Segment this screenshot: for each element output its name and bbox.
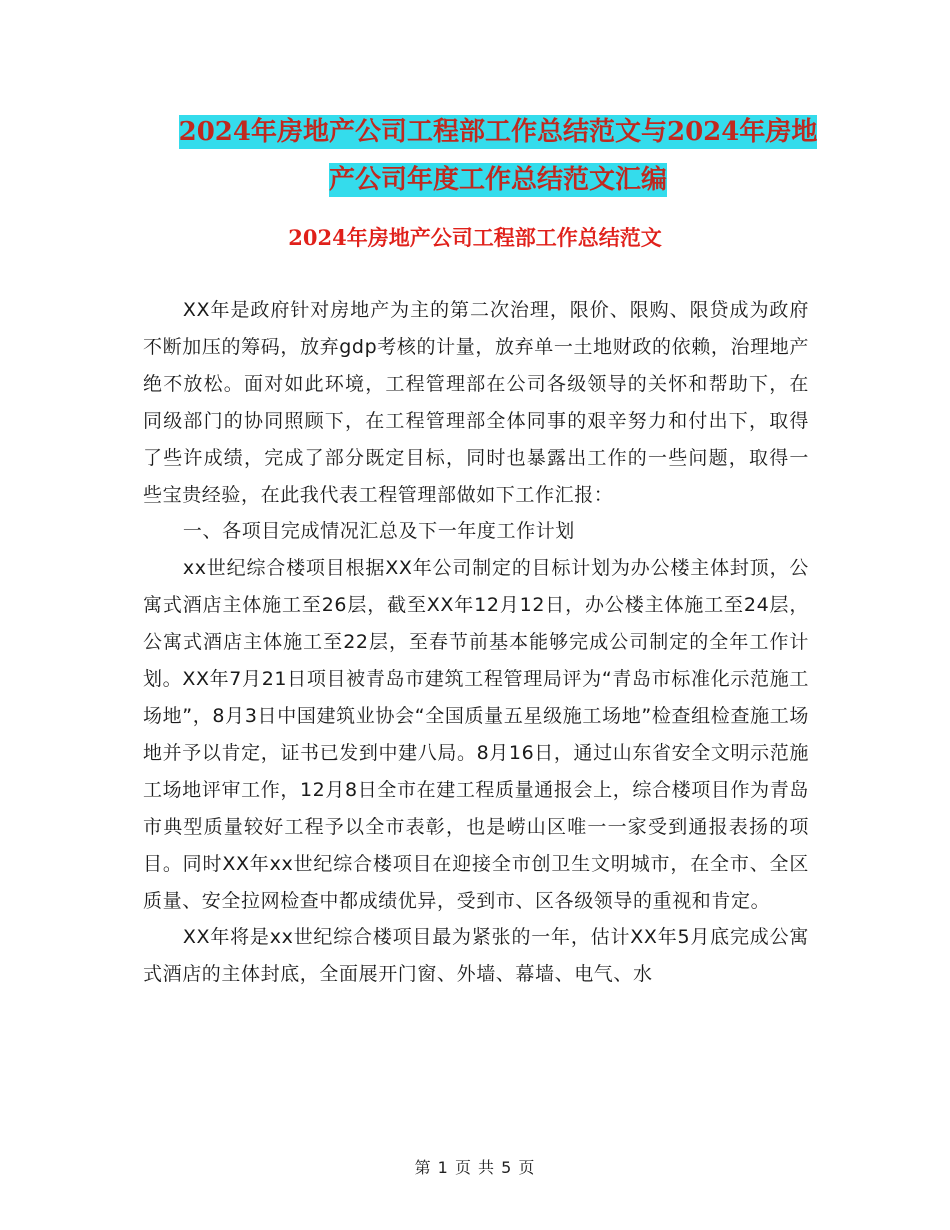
document-title bbox=[140, 108, 856, 204]
paragraph-heading: 一、各项目完成情况汇总及下一年度工作计划 bbox=[182, 520, 575, 543]
page-number-footer: 第 1 页 共 5 页 bbox=[414, 1158, 536, 1177]
document-title-line1: 2024年房地产公司工程部工作总结范文与2024年房地 bbox=[178, 117, 818, 147]
paragraph-project: xx世纪综合楼项目根据XX年公司制定的目标计划为办公楼主体封顶，公寓式酒店主体施工至26层，截至XX年12月12日，办公楼主体施工至24层，公寓式酒店主体施工至22层，至春节前基本能够完成公司制定的全年工作计划。XX年7月21日项目被青岛市建筑工程管理局评为“青岛市标准化示范施工场地”，8月3日中国建筑业协会“全国质量五星级施工场地”检查组检查施工场地并予以肯定，证书已发到中建八局。8月16日，通过山东省安全文明示范施工场地评审工作，12月8日全市在建工程质量通报会上，综合楼项目作为青岛市典型质量较好工程予以全市表彰，也是崂山区唯一一家受到通报表扬的项目。同时XX年xx世纪综合楼项目在迎接全市创卫生文明城市，在全市、全区质量、安全拉网检查中都成绩优异，受到市、区各级领导的重视和肯定。 bbox=[143, 557, 809, 912]
section-title: 2024年房地产公司工程部工作总结范文 bbox=[288, 225, 662, 250]
paragraph-plan: XX年将是xx世纪综合楼项目最为紧张的一年，估计XX年5月底完成公寓式酒店的主体封底，全面展开门窗、外墙、幕墙、电气、水 bbox=[143, 926, 809, 986]
document-title-line2: 产公司年度工作总结范文汇编 bbox=[328, 165, 667, 195]
paragraph-intro: XX年是政府针对房地产为主的第二次治理，限价、限购、限贷成为政府不断加压的筹码，放弃gdp考核的计量，放弃单一土地财政的依赖，治理地产绝不放松。面对如此环境，工程管理部在公司各级领导的关怀和帮助下，在同级部门的协同照顾下，在工程管理部全体同事的艰辛努力和付出下，取得了些许成绩，完成了部分既定目标，同时也暴露出工作的一些问题，取得一些宝贵经验，在此我代表工程管理部做如下工作汇报： bbox=[143, 299, 809, 506]
document-body bbox=[143, 292, 809, 993]
